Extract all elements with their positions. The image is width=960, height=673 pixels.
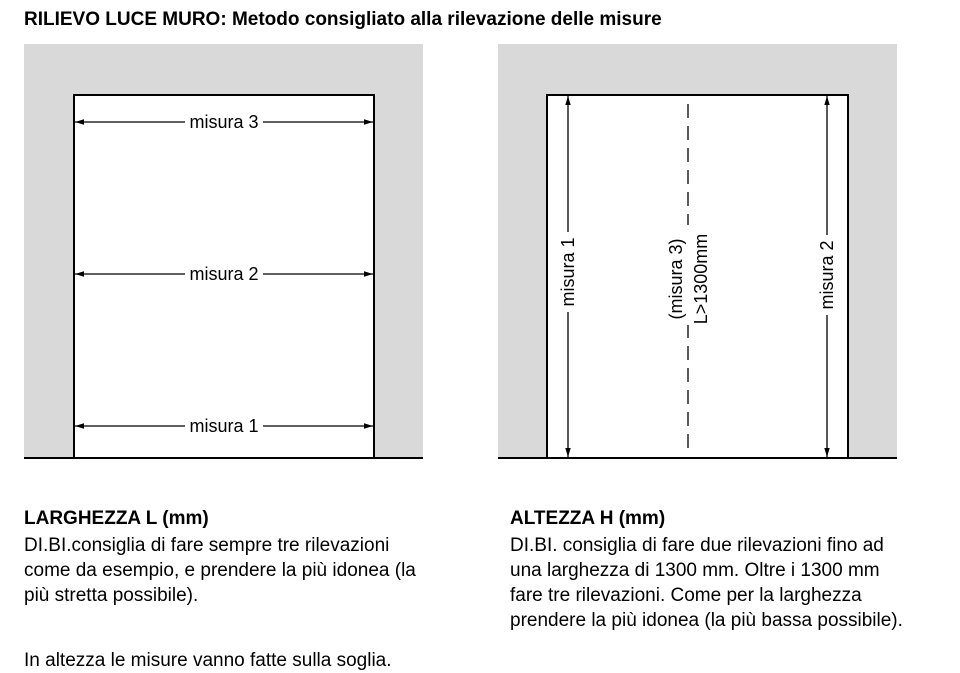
height-section-title: ALTEZZA H (mm) bbox=[510, 508, 666, 529]
wall-left-diagram bbox=[24, 44, 423, 458]
page-title: RILIEVO LUCE MURO: Metodo consigliato alla rilevazione delle misure bbox=[24, 9, 662, 30]
dimension-label-width-3: misura 3 bbox=[189, 112, 259, 132]
width-diagram bbox=[24, 44, 423, 458]
dimension-label-width-2: misura 2 bbox=[189, 264, 259, 284]
width-section-text: DI.BI.consiglia di fare sempre tre rilevazioni come da esempio, e prendere la più idonea (la più stretta possibile). bbox=[24, 535, 416, 606]
dimension-label-height-3-condition: L>1300mm bbox=[691, 233, 711, 325]
dimension-label-height-1: misura 1 bbox=[558, 237, 578, 307]
height-diagram bbox=[498, 44, 897, 458]
dimension-label-width-1: misura 1 bbox=[189, 416, 259, 436]
height-section-text: DI.BI. consiglia di fare due rilevazioni fino ad una larghezza di 1300 mm. Oltre i 1300 mm fare tre rilevazioni. Come per la larghezza prendere la più idonea (la più bassa possibile). bbox=[510, 535, 903, 631]
dimension-label-height-3: (misura 3) bbox=[666, 238, 686, 320]
dimension-label-height-2: misura 2 bbox=[817, 240, 837, 310]
width-section-title: LARGHEZZA L (mm) bbox=[24, 508, 209, 529]
footer-note: In altezza le misure vanno fatte sulla soglia. bbox=[24, 650, 392, 671]
